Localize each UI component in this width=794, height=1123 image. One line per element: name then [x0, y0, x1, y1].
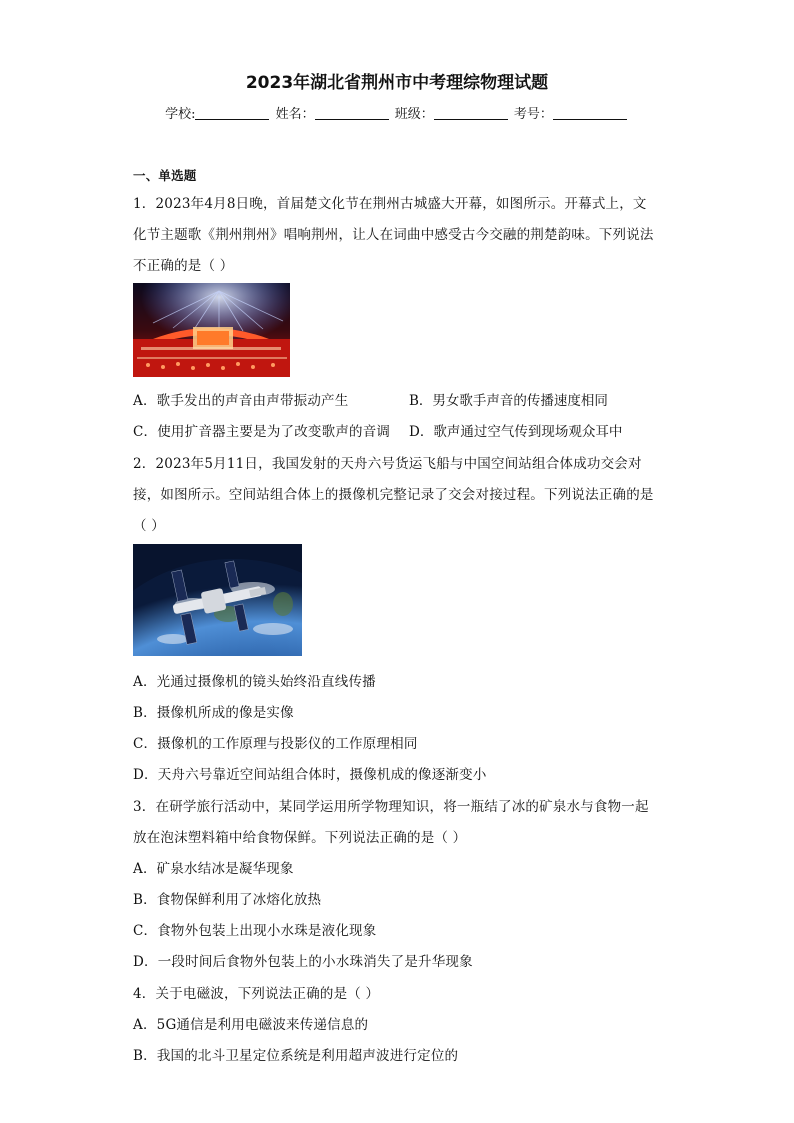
- q3-stem-line1: 3．在研学旅行活动中，某同学运用所学物理知识，将一瓶结了冰的矿泉水与食物一起: [133, 799, 649, 815]
- q1-option-d[interactable]: D．歌声通过空气传到现场观众耳中: [409, 424, 623, 440]
- student-info-row: [0, 103, 794, 122]
- class-blank[interactable]: [434, 107, 508, 120]
- q3-option-d[interactable]: D．一段时间后食物外包装上的小水珠消失了是升华现象: [133, 954, 473, 970]
- q2-option-c[interactable]: C．摄像机的工作原理与投影仪的工作原理相同: [133, 736, 418, 752]
- q2-stem-line2: 接，如图所示。空间站组合体上的摄像机完整记录了交会对接过程。下列说法正确的是: [133, 487, 654, 503]
- q2-option-a[interactable]: A．光通过摄像机的镜头始终沿直线传播: [133, 674, 376, 690]
- q2-stem-line3: （ ）: [133, 518, 165, 534]
- q1-option-a[interactable]: A．歌手发出的声音由声带振动产生: [133, 393, 349, 409]
- section-heading: 一、单选题: [133, 168, 197, 183]
- q1-option-b[interactable]: B．男女歌手声音的传播速度相同: [409, 393, 608, 409]
- q4-option-a[interactable]: A．5G通信是利用电磁波来传递信息的: [133, 1017, 369, 1033]
- name-label: 姓名：: [275, 107, 315, 122]
- class-label: 班级：: [394, 107, 434, 122]
- q4-option-b[interactable]: B．我国的北斗卫星定位系统是利用超声波进行定位的: [133, 1048, 459, 1064]
- q2-option-b[interactable]: B．摄像机所成的像是实像: [133, 705, 294, 721]
- id-blank[interactable]: [553, 107, 627, 120]
- q4-stem-line1: 4．关于电磁波，下列说法正确的是（ ）: [133, 986, 380, 1002]
- q2-option-d[interactable]: D．天舟六号靠近空间站组合体时，摄像机成的像逐渐变小: [133, 767, 487, 783]
- q3-option-a[interactable]: A．矿泉水结冰是凝华现象: [133, 861, 294, 877]
- q3-option-c[interactable]: C．食物外包装上出现小水珠是液化现象: [133, 923, 377, 939]
- q2-space-station-photo: [133, 544, 302, 656]
- q1-stem-line3: 不正确的是（ ）: [133, 258, 234, 274]
- school-label: 学校:: [165, 107, 196, 122]
- q1-option-c[interactable]: C．使用扩音器主要是为了改变歌声的音调: [133, 424, 391, 440]
- name-blank[interactable]: [315, 107, 389, 120]
- q1-stem-line2: 化节主题歌《荆州荆州》唱响荆州，让人在词曲中感受古今交融的荆楚韵味。下列说法: [133, 227, 654, 243]
- q3-stem-line2: 放在泡沫塑料箱中给食物保鲜。下列说法正确的是（ ）: [133, 830, 467, 846]
- page-title: 2023年湖北省荆州市中考理综物理试题: [245, 73, 549, 93]
- q1-stem-line1: 1．2023年4月8日晚，首届楚文化节在荆州古城盛大开幕，如图所示。开幕式上，文: [133, 196, 647, 212]
- q3-option-b[interactable]: B．食物保鲜利用了冰熔化放热: [133, 892, 322, 908]
- q1-stage-photo: [133, 283, 290, 377]
- school-blank[interactable]: [195, 107, 269, 120]
- q2-stem-line1: 2．2023年5月11日，我国发射的天舟六号货运飞船与中国空间站组合体成功交会对: [133, 456, 642, 472]
- id-label: 考号：: [513, 107, 553, 122]
